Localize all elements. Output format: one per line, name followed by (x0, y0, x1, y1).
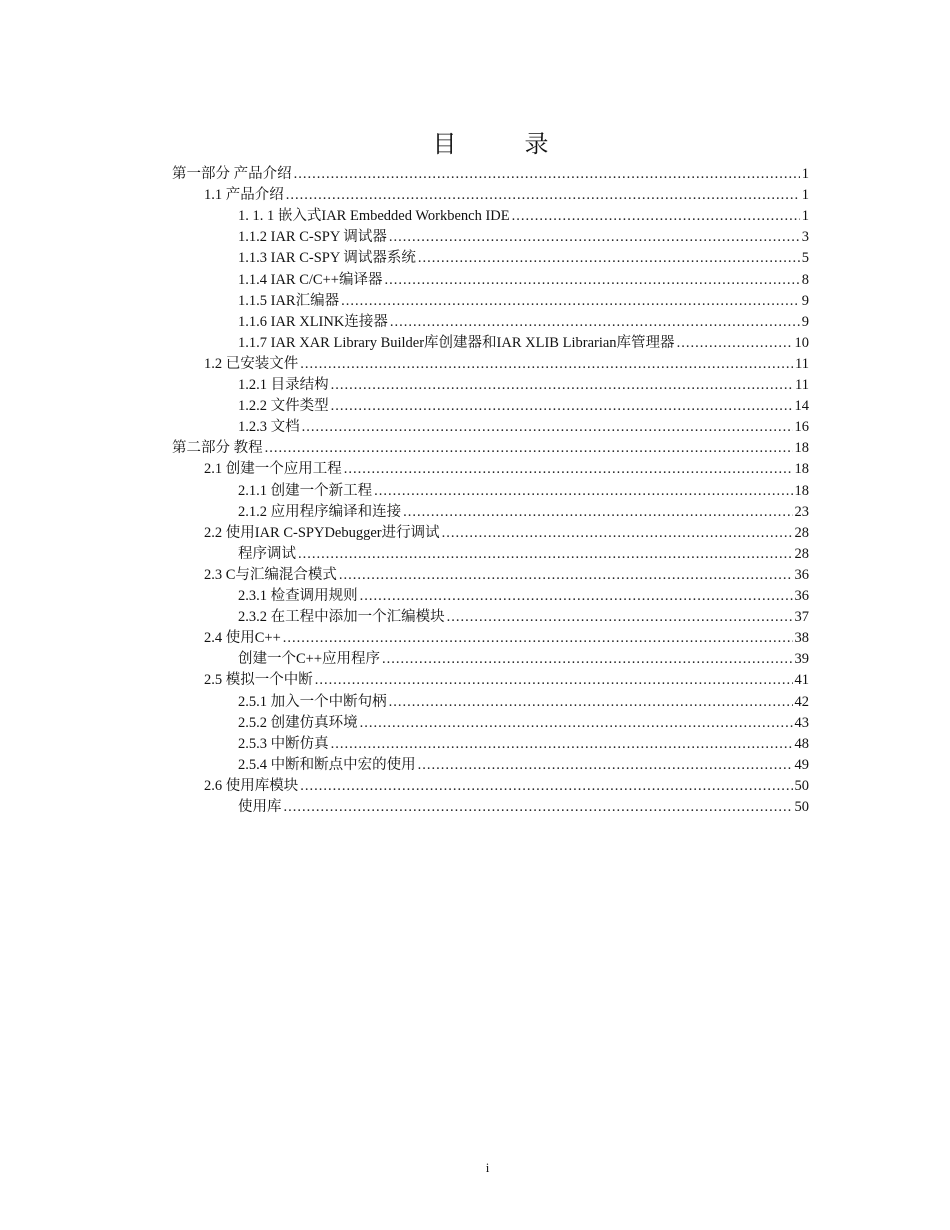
toc-entry[interactable] (204, 670, 809, 691)
toc-entry[interactable] (238, 206, 809, 227)
toc-entry[interactable] (238, 227, 809, 248)
toc-entry-page-number: 28 (794, 545, 809, 562)
toc-entry-page-number: 37 (794, 609, 809, 626)
toc-entry-label: 1.2.1 目录结构 (238, 377, 329, 393)
toc-entry-label: 2.1.1 创建一个新工程 (238, 482, 373, 499)
toc-entry[interactable] (238, 692, 809, 713)
toc-entry[interactable] (238, 375, 809, 396)
toc-leader-dots (418, 755, 793, 776)
toc-entry-page-number: 18 (794, 482, 809, 499)
toc-leader-dots (390, 312, 800, 333)
toc-entry-label: 2.5.4 中断和断点中宏的使用 (238, 756, 416, 773)
toc-entry[interactable] (238, 755, 809, 776)
toc-leader-dots (360, 586, 793, 607)
toc-leader-dots (341, 291, 800, 312)
toc-entry[interactable] (238, 607, 809, 628)
toc-entry[interactable] (238, 270, 809, 291)
toc-entry-label: 1.2 已安装文件 (204, 355, 299, 372)
toc-entry-page-number: 11 (795, 377, 809, 393)
toc-entry[interactable] (238, 481, 809, 502)
toc-leader-dots (298, 544, 793, 565)
toc-entry-label: 1. 1. 1 嵌入式IAR Embedded Workbench IDE (238, 208, 510, 225)
toc-leader-dots (284, 797, 793, 818)
toc-leader-dots (442, 523, 793, 544)
toc-leader-dots (384, 270, 799, 291)
toc-entry[interactable] (172, 164, 809, 185)
toc-leader-dots (286, 185, 800, 206)
toc-entry[interactable] (238, 502, 809, 523)
toc-entry-page-number: 1 (801, 208, 809, 225)
toc-entry-label: 第一部分 产品介绍 (172, 166, 292, 182)
footer-page-number: i (485, 1160, 490, 1175)
toc-entry-page-number: 43 (794, 714, 809, 731)
toc-entry[interactable] (204, 628, 809, 649)
toc-entry[interactable] (238, 544, 809, 565)
toc-entry-label: 1.1.5 IAR汇编器 (238, 292, 340, 309)
toc-entry-label: 2.5.3 中断仿真 (238, 735, 329, 752)
toc-leader-dots (300, 354, 793, 375)
toc-entry-page-number: 41 (794, 672, 809, 689)
toc-entry-label: 2.3 C与汇编混合模式 (204, 566, 337, 583)
toc-leader-dots (360, 713, 793, 734)
toc-entry-page-number: 36 (794, 588, 809, 604)
toc-entry-page-number: 50 (794, 777, 809, 794)
toc-entry[interactable] (238, 291, 809, 312)
toc-entry-page-number: 10 (794, 334, 809, 351)
toc-leader-dots (283, 628, 793, 649)
toc-leader-dots (374, 481, 792, 502)
toc-entry-page-number: 14 (794, 398, 809, 415)
toc-entry-label: 2.6 使用库模块 (204, 777, 299, 794)
toc-entry-page-number: 8 (801, 271, 809, 288)
toc-entry-page-number: 18 (794, 461, 809, 478)
toc-entry-page-number: 23 (794, 503, 809, 520)
toc-leader-dots (382, 649, 792, 670)
toc-entry[interactable] (238, 734, 809, 755)
toc-entry[interactable] (238, 713, 809, 734)
toc-entry-label: 1.1.2 IAR C-SPY 调试器 (238, 229, 387, 246)
toc-entry-page-number: 18 (794, 440, 809, 457)
toc-entry-page-number: 5 (801, 250, 809, 267)
page-title: 目 录 (432, 132, 571, 158)
toc-entry-page-number: 48 (794, 735, 809, 752)
toc-leader-dots (300, 776, 792, 797)
toc-entry[interactable] (238, 333, 809, 354)
toc-entry-label: 2.4 使用C++ (204, 630, 281, 647)
toc-entry[interactable] (204, 565, 809, 586)
toc-leader-dots (389, 692, 793, 713)
toc-leader-dots (403, 502, 792, 523)
toc-entry-label: 程序调试 (238, 545, 296, 562)
toc-leader-dots (512, 206, 800, 227)
toc-entry-page-number: 39 (794, 651, 809, 668)
toc-entry-label: 1.2.2 文件类型 (238, 398, 329, 415)
toc-entry-page-number: 9 (801, 313, 809, 330)
toc-entry-page-number: 11 (795, 355, 809, 372)
toc-entry-label: 1.1.4 IAR C/C++编译器 (238, 271, 383, 288)
toc-leader-dots (331, 734, 793, 755)
toc-entry-page-number: 16 (794, 419, 809, 436)
toc-entry[interactable] (204, 459, 809, 480)
toc-entry-label: 1.2.3 文档 (238, 419, 300, 436)
toc-entry-label: 2.1 创建一个应用工程 (204, 461, 342, 478)
toc-entry-label: 2.3.1 检查调用规则 (238, 588, 358, 604)
toc-entry-page-number: 9 (801, 292, 809, 309)
toc-entry[interactable] (204, 523, 809, 544)
toc-entry-label: 2.5.1 加入一个中断句柄 (238, 693, 387, 710)
toc-leader-dots (389, 227, 800, 248)
toc-entry[interactable] (172, 438, 809, 459)
toc-entry-label: 创建一个C++应用程序 (238, 651, 381, 668)
toc-entry-label: 2.5.2 创建仿真环境 (238, 714, 358, 731)
toc-entry[interactable] (204, 185, 809, 206)
toc-entry-page-number: 1 (801, 187, 809, 204)
toc-entry-label: 1.1.3 IAR C-SPY 调试器系统 (238, 250, 416, 267)
toc-entry[interactable] (238, 586, 809, 607)
toc-entry-label: 1.1 产品介绍 (204, 187, 284, 204)
toc-leader-dots (331, 396, 793, 417)
toc-leader-dots (344, 459, 793, 480)
toc-entry-label: 2.2 使用IAR C-SPYDebugger进行调试 (204, 524, 440, 541)
toc-entry[interactable] (238, 797, 809, 818)
toc-entry-page-number: 3 (801, 229, 809, 246)
toc-entry-label: 1.1.7 IAR XAR Library Builder库创建器和IAR XLIB Librarian库管理器 (238, 334, 675, 351)
toc-entry[interactable] (238, 396, 809, 417)
toc-leader-dots (331, 375, 793, 396)
toc-leader-dots (339, 565, 793, 586)
toc-entry[interactable] (238, 312, 809, 333)
toc-leader-dots (315, 670, 793, 691)
toc-entry-page-number: 49 (794, 756, 809, 773)
toc-leader-dots (294, 164, 800, 185)
toc-entry[interactable] (204, 776, 809, 797)
toc-entry[interactable] (238, 649, 809, 670)
toc-entry[interactable] (238, 248, 809, 269)
toc-entry-page-number: 50 (794, 799, 809, 815)
toc-entry-label: 1.1.6 IAR XLINK连接器 (238, 313, 388, 330)
toc-leader-dots (418, 248, 800, 269)
toc-entry[interactable] (238, 417, 809, 438)
toc-leader-dots (265, 438, 793, 459)
toc-entry-label: 2.5 模拟一个中断 (204, 672, 313, 689)
toc-leader-dots (302, 417, 793, 438)
toc-entry-page-number: 38 (794, 630, 809, 647)
toc-leader-dots (677, 333, 793, 354)
toc-entry-label: 第二部分 教程 (172, 440, 263, 457)
toc-entry-page-number: 36 (794, 566, 809, 583)
toc-entry[interactable] (204, 354, 809, 375)
toc-entry-page-number: 28 (794, 524, 809, 541)
toc-entry-label: 2.1.2 应用程序编译和连接 (238, 503, 402, 520)
toc-entry-page-number: 1 (801, 166, 809, 182)
toc-entry-label: 2.3.2 在工程中添加一个汇编模块 (238, 609, 445, 626)
toc-leader-dots (447, 607, 793, 628)
toc-entry-label: 使用库 (238, 799, 282, 815)
toc-entry-page-number: 42 (794, 693, 809, 710)
